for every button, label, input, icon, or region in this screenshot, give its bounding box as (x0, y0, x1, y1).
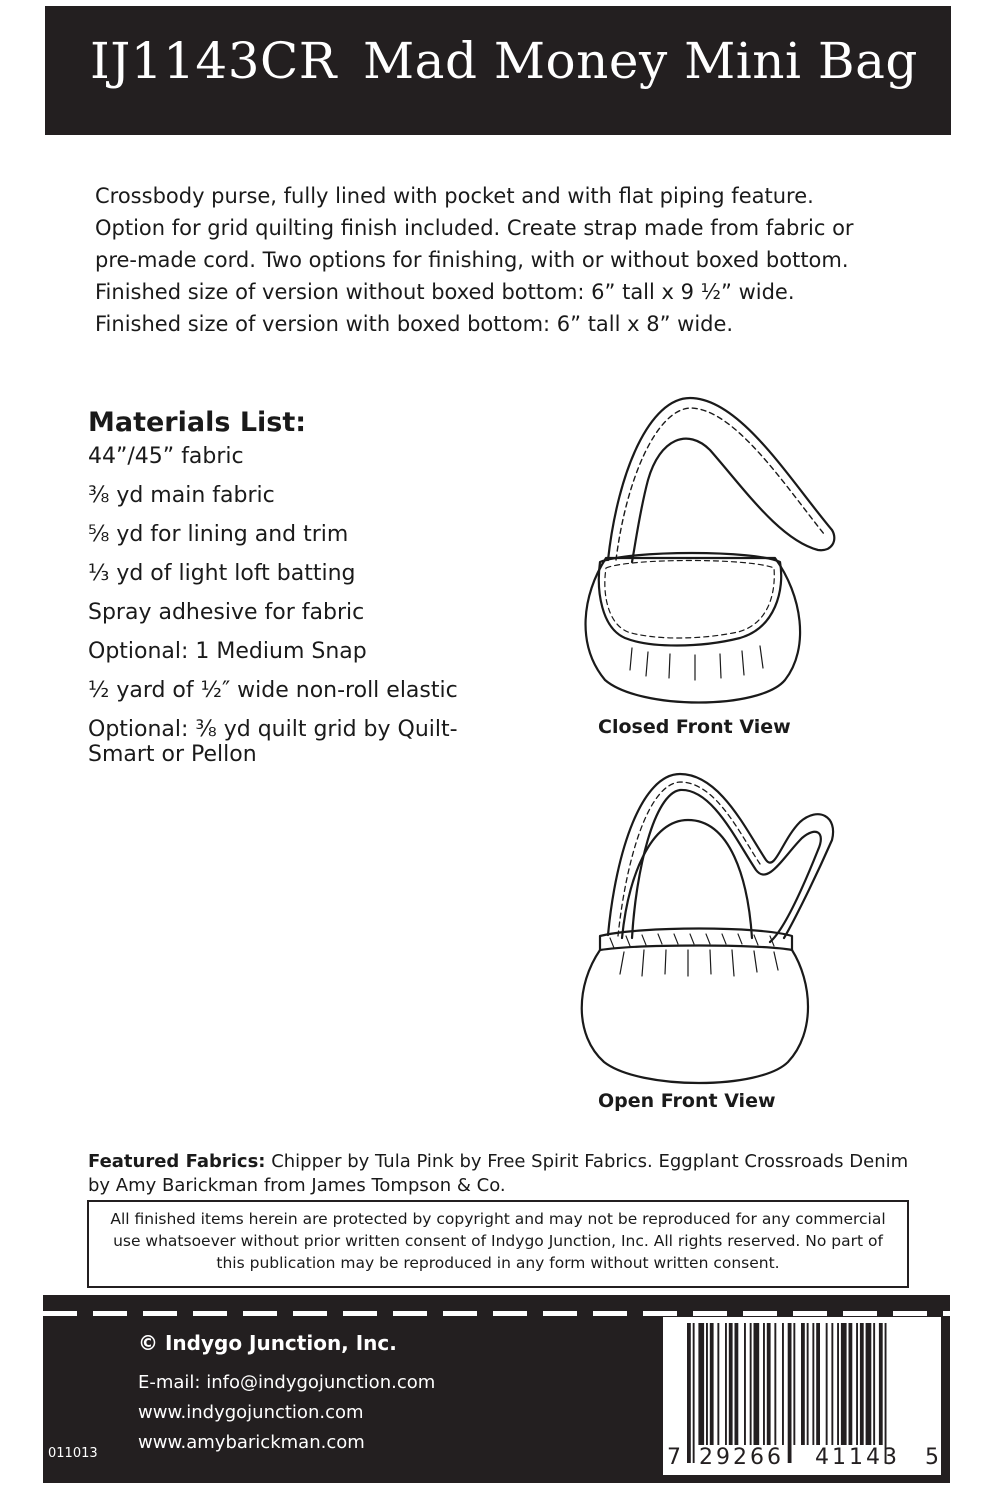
featured-text: Chipper by Tula Pink by Free Spirit Fabrics. Eggplant Crossroads Denim by Amy Barickman from James Tompson & Co. (88, 1151, 909, 1196)
barcode-bar (879, 1323, 883, 1445)
barcode-bar (837, 1323, 839, 1445)
barcode-bar (793, 1323, 795, 1445)
barcode-bar (729, 1323, 733, 1445)
barcode-bar (706, 1323, 708, 1445)
email-contact: E-mail: info@indygojunction.com (138, 1372, 436, 1393)
barcode-bar (725, 1323, 727, 1445)
barcode-bar (812, 1323, 814, 1445)
barcode-bar (750, 1323, 752, 1445)
barcode-bar (801, 1323, 805, 1445)
website-amybarickman: www.amybarickman.com (138, 1432, 365, 1453)
barcode-bar (754, 1323, 760, 1445)
material-item: 44”/45” fabric (88, 444, 244, 469)
barcode (663, 1317, 941, 1475)
open-view-caption: Open Front View (598, 1090, 776, 1112)
barcode-last-digit: 5 (925, 1445, 939, 1470)
barcode-bar (763, 1323, 765, 1445)
footer (43, 1295, 950, 1483)
material-item: Optional: ⅜ yd quilt grid by Quilt-Smart or Pellon (88, 717, 458, 767)
barcode-bar (866, 1323, 872, 1445)
barcode-bar (698, 1323, 704, 1445)
description (95, 180, 925, 340)
description-line: Finished size of version with boxed bottom: 6” tall x 8” wide. (95, 312, 734, 336)
open-bag-illustration (570, 760, 850, 1090)
barcode-bar (873, 1323, 875, 1445)
barcode-bar (856, 1323, 858, 1445)
page-title (90, 32, 918, 90)
material-item: Optional: 1 Medium Snap (88, 639, 367, 664)
description-line: pre-made cord. Two options for finishing, with or without boxed bottom. (95, 248, 849, 272)
barcode-bar (816, 1323, 820, 1445)
barcode-bar (717, 1323, 719, 1445)
materials-heading: Materials List: (88, 407, 307, 438)
barcode-bar (710, 1323, 714, 1445)
description-line: Finished size of version without boxed bottom: 6” tall x 9 ½” wide. (95, 280, 795, 304)
closed-bag-illustration (570, 380, 850, 715)
barcode-bar (831, 1323, 833, 1445)
material-item: ⅜ yd main fabric (88, 483, 275, 508)
closed-view-caption: Closed Front View (598, 716, 791, 738)
barcode-bar (767, 1323, 771, 1445)
barcode-bar (782, 1323, 784, 1445)
barcode-bar (774, 1323, 776, 1445)
barcode-bar (744, 1323, 746, 1445)
pattern-code: IJ1143CR (90, 32, 337, 90)
barcode-first-digit: 7 (667, 1445, 681, 1470)
material-item: ½ yard of ½″ wide non-roll elastic (88, 678, 458, 703)
barcode-bar (841, 1323, 847, 1445)
barcode-bar (807, 1323, 809, 1445)
barcode-bar (687, 1323, 691, 1463)
barcode-bar (826, 1323, 828, 1445)
barcode-bar (849, 1323, 853, 1445)
description-line: Option for grid quilting finish included. Create strap made from fabric or (95, 216, 854, 240)
material-item: ⅓ yd of light loft batting (88, 561, 356, 586)
featured-label: Featured Fabrics: (88, 1151, 266, 1172)
material-item: Spray adhesive for fabric (88, 600, 365, 625)
print-code: 011013 (48, 1446, 98, 1461)
barcode-bar (860, 1323, 864, 1445)
header-banner (45, 6, 951, 135)
materials-list (88, 407, 508, 781)
description-line: Crossbody purse, fully lined with pocket and with flat piping feature. (95, 184, 814, 208)
company-name: © Indygo Junction, Inc. (138, 1331, 397, 1355)
barcode-right-group: 41143 (815, 1445, 900, 1470)
barcode-bar (788, 1323, 792, 1463)
barcode-bar (735, 1323, 739, 1445)
barcode-bar (885, 1323, 887, 1463)
barcode-left-group: 29266 (699, 1445, 784, 1470)
pattern-title: Mad Money Mini Bag (362, 32, 918, 90)
barcode-bar (693, 1323, 695, 1463)
featured-fabrics (88, 1150, 928, 1198)
dashed-divider (43, 1311, 950, 1316)
material-item: ⅝ yd for lining and trim (88, 522, 349, 547)
website-indygo: www.indygojunction.com (138, 1402, 364, 1423)
copyright-notice: All finished items herein are protected by copyright and may not be reproduced for any commercial use whatsoever without prior written consent of Indygo Junction, Inc. All rights reserved. No part of this publication may be reproduced in any form without written consent. (87, 1200, 909, 1288)
